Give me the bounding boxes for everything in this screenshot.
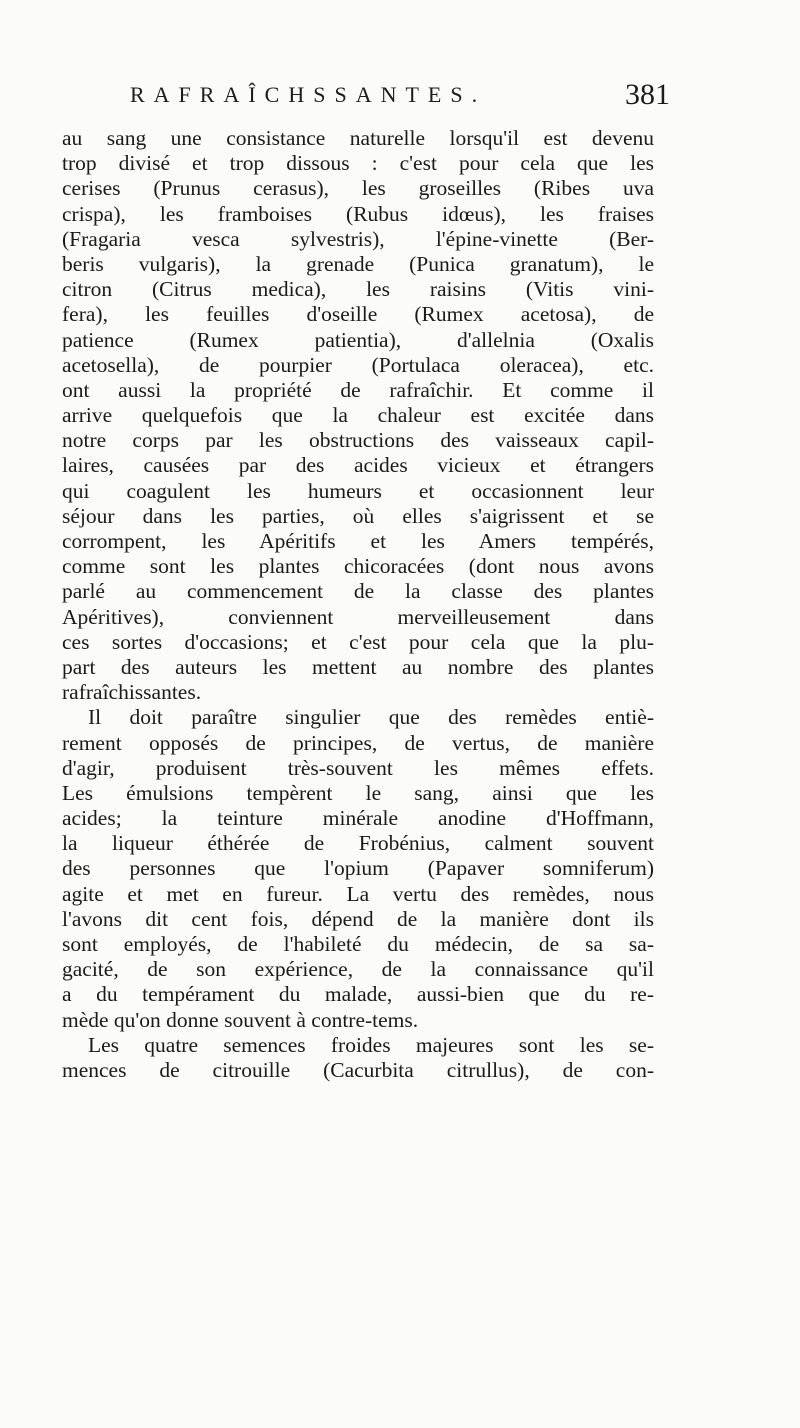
text-line: trop divisé et trop dissous : c'est pour cela que les	[62, 151, 654, 176]
text-line: d'agir, produisent très-souvent les mêmes effets.	[62, 755, 654, 780]
text-line: laires, causées par des acides vicieux et étrangers	[62, 453, 654, 478]
body-text	[62, 126, 654, 1083]
text-line: la liqueur éthérée de Frobénius, calment souvent	[62, 831, 654, 856]
text-line: l'avons dit cent fois, dépend de la manière dont ils	[62, 906, 654, 931]
text-line: a du tempérament du malade, aussi-bien que du re-	[62, 982, 654, 1007]
text-line: comme sont les plantes chicoracées (dont nous avons	[62, 554, 654, 579]
text-line: part des auteurs les mettent au nombre des plantes	[62, 654, 654, 679]
text-line: Il doit paraître singulier que des remèdes entiè-	[88, 705, 654, 730]
text-line: arrive quelquefois que la chaleur est excitée dans	[62, 403, 654, 428]
text-line: des personnes que l'opium (Papaver somniferum)	[62, 856, 654, 881]
text-line: gacité, de son expérience, de la connaissance qu'il	[62, 957, 654, 982]
text-line: Apéritives), conviennent merveilleusement dans	[62, 604, 654, 629]
running-title: RAFRAÎCHSSANTES.	[130, 82, 487, 107]
text-line: notre corps par les obstructions des vaisseaux capil-	[62, 428, 654, 453]
text-line: qui coagulent les humeurs et occasionnent leur	[62, 478, 654, 503]
text-line: patience (Rumex patientia), d'allelnia (Oxalis	[62, 327, 654, 352]
text-line: acetosella), de pourpier (Portulaca oleracea), etc.	[62, 352, 654, 377]
text-line: ont aussi la propriété de rafraîchir. Et comme il	[62, 377, 654, 402]
text-line: agite et met en fureur. La vertu des remèdes, nous	[62, 881, 654, 906]
text-line: acides; la teinture minérale anodine d'Hoffmann,	[62, 806, 654, 831]
text-line: ces sortes d'occasions; et c'est pour cela que la plu-	[62, 629, 654, 654]
text-line: rafraîchissantes.	[62, 680, 202, 705]
text-line: séjour dans les parties, où elles s'aigrissent et se	[62, 503, 654, 528]
text-line: cerises (Prunus cerasus), les groseilles (Ribes uva	[62, 176, 654, 201]
text-line: mences de citrouille (Cacurbita citrullus), de con-	[62, 1057, 654, 1082]
text-line: au sang une consistance naturelle lorsqu'il est devenu	[62, 126, 654, 150]
text-line: rement opposés de principes, de vertus, de manière	[62, 730, 654, 755]
text-line: beris vulgaris), la grenade (Punica granatum), le	[62, 251, 654, 276]
page-number: 381	[625, 78, 670, 111]
text-line: Les émulsions tempèrent le sang, ainsi que les	[62, 780, 654, 805]
text-line: Les quatre semences froides majeures sont les se-	[88, 1032, 654, 1057]
text-line: crispa), les framboises (Rubus idœus), les fraises	[62, 201, 654, 226]
text-line: mède qu'on donne souvent à contre-tems.	[62, 1007, 419, 1032]
text-line: (Fragaria vesca sylvestris), l'épine-vinette (Ber-	[62, 226, 654, 251]
page-header	[130, 78, 670, 118]
text-line: parlé au commencement de la classe des plantes	[62, 579, 654, 604]
text-line: citron (Citrus medica), les raisins (Vitis vini-	[62, 277, 654, 302]
text-line: sont employés, de l'habileté du médecin, de sa sa-	[62, 932, 654, 956]
text-line: corrompent, les Apéritifs et les Amers tempérés,	[62, 529, 654, 553]
text-line: fera), les feuilles d'oseille (Rumex acetosa), de	[62, 302, 654, 327]
